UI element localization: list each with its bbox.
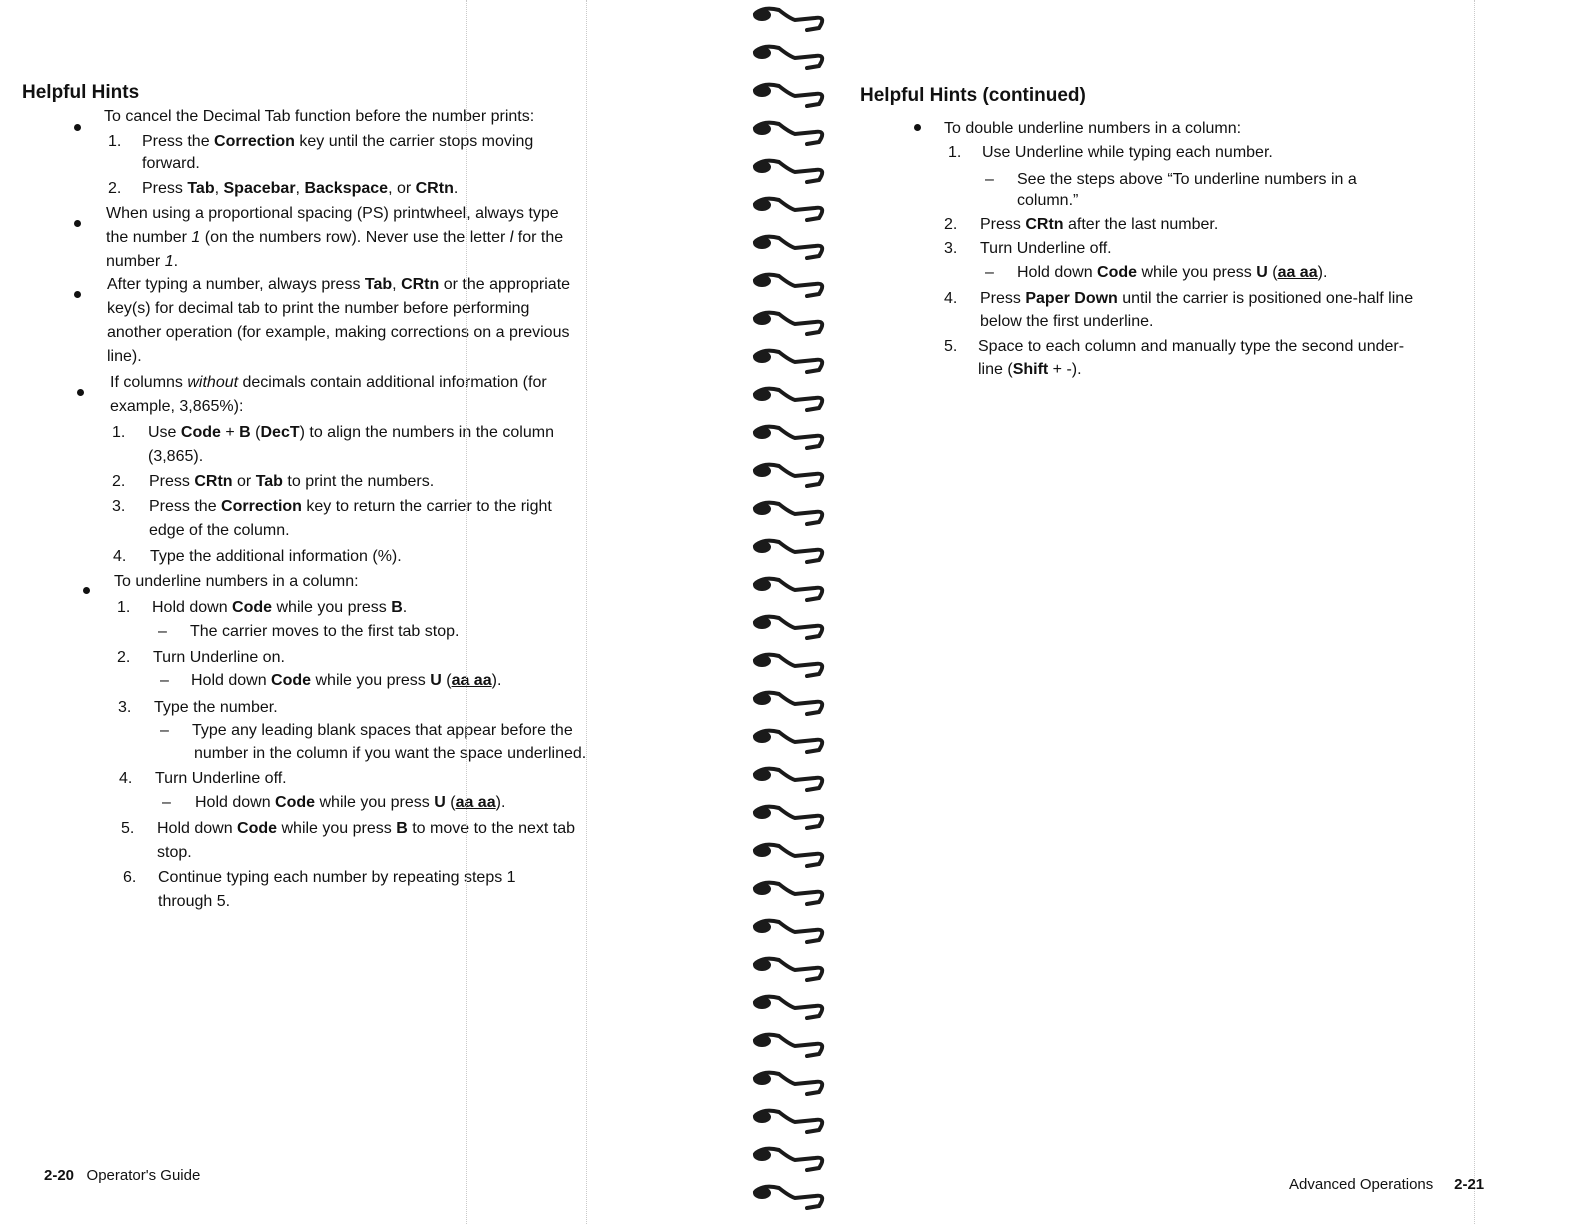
spiral-coil-icon <box>753 427 822 448</box>
left-footer-title: Operator's Guide <box>86 1167 201 1184</box>
scan-guide-line <box>466 0 467 1224</box>
right-line-14: below the first underline. <box>980 313 1154 330</box>
left-line-35: Type the number. <box>154 699 278 716</box>
right-line-2: Use Underline while typing each number. <box>982 144 1273 161</box>
left-line-38: number in the column if you want the space underlined. <box>194 745 587 762</box>
spiral-coil-icon <box>753 503 822 524</box>
spiral-coil-icon <box>753 1111 822 1132</box>
right-line-12: 4. <box>944 290 958 307</box>
left-line-9: After typing a number, always press Tab, CRtn or the appropriate <box>107 276 571 293</box>
right-line-7: Press CRtn after the last number. <box>980 216 1219 233</box>
spiral-coil-icon <box>753 47 822 68</box>
bullet-icon <box>74 124 81 131</box>
spiral-coil-icon <box>753 389 822 410</box>
right-line-15: 5. <box>944 338 958 355</box>
spiral-coil-icon <box>753 123 822 144</box>
left-line-30: 2. <box>117 649 131 666</box>
bullet-icon <box>83 587 90 594</box>
right-footer-title: Advanced Operations <box>1289 1176 1434 1193</box>
spiral-coil-icon <box>753 161 822 182</box>
left-line-21: Press the Correction key to return the carrier to the right <box>149 498 552 515</box>
left-line-48: through 5. <box>158 893 231 910</box>
left-line-12: line). <box>107 348 142 365</box>
spiral-coil-icon <box>753 351 822 372</box>
left-line-27: Hold down Code while you press B. <box>152 599 408 616</box>
left-line-3: forward. <box>142 155 200 172</box>
spiral-coil-icon <box>753 845 822 866</box>
spiral-coil-icon <box>753 617 822 638</box>
spiral-coil-icon <box>753 275 822 296</box>
left-line-26: 1. <box>117 599 131 616</box>
left-page <box>0 0 740 1224</box>
left-line-47: Continue typing each number by repeating steps 1 <box>158 869 516 886</box>
left-line-40: Turn Underline off. <box>155 770 287 787</box>
right-line-16: Space to each column and manually type the second under- <box>978 338 1405 355</box>
right-line-5: column.” <box>1017 192 1079 209</box>
scan-guide-line <box>586 0 587 1224</box>
left-line-29: The carrier moves to the first tab stop. <box>190 623 460 640</box>
left-line-36: – <box>160 722 169 739</box>
spiral-binding-icon <box>745 0 830 1224</box>
left-line-42: Hold down Code while you press U (aa aa). <box>195 794 506 811</box>
right-line-11: Hold down Code while you press U (aa aa). <box>1017 264 1328 281</box>
left-line-32: – <box>160 672 169 689</box>
left-line-43: 5. <box>121 820 135 837</box>
left-line-11: another operation (for example, making corrections on a previous <box>107 324 570 341</box>
left-line-18: 2. <box>112 473 126 490</box>
right-line-8: 3. <box>944 240 958 257</box>
left-line-44: Hold down Code while you press B to move to the next tab <box>157 820 575 837</box>
bullet-icon <box>74 220 81 227</box>
left-line-45: stop. <box>157 844 192 861</box>
left-line-39: 4. <box>119 770 133 787</box>
spiral-coil-icon <box>753 731 822 752</box>
left-page-number: 2-20 <box>44 1167 75 1184</box>
left-line-1: 1. <box>108 133 122 150</box>
spiral-coil-icon <box>753 883 822 904</box>
left-line-16: Use Code + B (DecT) to align the numbers in the column <box>148 424 554 441</box>
bullet-icon <box>914 124 921 131</box>
spiral-coil-icon <box>753 85 822 106</box>
left-line-6: When using a proportional spacing (PS) printwheel, always type <box>106 205 559 222</box>
right-line-3: – <box>985 171 994 188</box>
bullet-icon <box>77 389 84 396</box>
spiral-coil-icon <box>753 921 822 942</box>
right-heading: Helpful Hints (continued) <box>860 85 1086 106</box>
left-line-7: the number 1 (on the numbers row). Never use the letter l for the <box>106 229 564 246</box>
spiral-coil-icon <box>753 541 822 562</box>
left-line-14: example, 3,865%): <box>110 398 244 415</box>
right-line-4: See the steps above “To underline numbers in a <box>1017 171 1357 188</box>
spiral-coil-icon <box>753 9 822 30</box>
right-line-17: line (Shift + -). <box>978 361 1082 378</box>
left-line-23: 4. <box>113 548 127 565</box>
right-line-6: 2. <box>944 216 958 233</box>
left-line-22: edge of the column. <box>149 522 290 539</box>
right-page-number: 2-21 <box>1454 1176 1485 1193</box>
right-line-13: Press Paper Down until the carrier is positioned one-half line <box>980 290 1414 307</box>
left-line-46: 6. <box>123 869 137 886</box>
left-line-20: 3. <box>112 498 126 515</box>
bullet-icon <box>74 291 81 298</box>
left-line-28: – <box>158 623 167 640</box>
spiral-coil-icon <box>753 959 822 980</box>
left-line-10: key(s) for decimal tab to print the number before performing <box>107 300 530 317</box>
left-line-34: 3. <box>118 699 132 716</box>
left-line-2: Press the Correction key until the carrier stops moving <box>142 133 534 150</box>
left-line-0: To cancel the Decimal Tab function before the number prints: <box>104 108 535 125</box>
left-line-31: Turn Underline on. <box>153 649 285 666</box>
left-line-37: Type any leading blank spaces that appear before the <box>192 722 573 739</box>
left-line-4: 2. <box>108 180 122 197</box>
spiral-coil-icon <box>753 313 822 334</box>
spiral-coil-icon <box>753 1073 822 1094</box>
spiral-coil-icon <box>753 769 822 790</box>
right-line-0: To double underline numbers in a column: <box>944 120 1242 137</box>
left-footer <box>44 1167 200 1184</box>
spiral-coil-icon <box>753 693 822 714</box>
left-line-41: – <box>162 794 171 811</box>
left-line-5: Press Tab, Spacebar, Backspace, or CRtn. <box>142 180 459 197</box>
left-line-15: 1. <box>112 424 126 441</box>
spiral-coil-icon <box>753 655 822 676</box>
spiral-coil-icon <box>753 1035 822 1056</box>
left-line-25: To underline numbers in a column: <box>114 573 359 590</box>
spiral-coil-icon <box>753 807 822 828</box>
right-line-10: – <box>985 264 994 281</box>
spiral-coil-icon <box>753 997 822 1018</box>
spiral-coil-icon <box>753 579 822 600</box>
right-line-1: 1. <box>948 144 962 161</box>
spiral-coil-icon <box>753 1149 822 1170</box>
left-line-24: Type the additional information (%). <box>150 548 402 565</box>
left-heading: Helpful Hints <box>22 82 140 103</box>
left-line-17: (3,865). <box>148 448 204 465</box>
left-line-33: Hold down Code while you press U (aa aa). <box>191 672 502 689</box>
right-footer <box>1289 1176 1484 1193</box>
spiral-coil-icon <box>753 465 822 486</box>
left-line-8: number 1. <box>106 253 179 270</box>
right-line-9: Turn Underline off. <box>980 240 1112 257</box>
spiral-coil-icon <box>753 1187 822 1208</box>
spiral-coil-icon <box>753 199 822 220</box>
spiral-coil-icon <box>753 237 822 258</box>
right-page <box>850 0 1584 1224</box>
left-line-19: Press CRtn or Tab to print the numbers. <box>149 473 435 490</box>
left-line-13: If columns without decimals contain additional information (for <box>110 374 547 391</box>
